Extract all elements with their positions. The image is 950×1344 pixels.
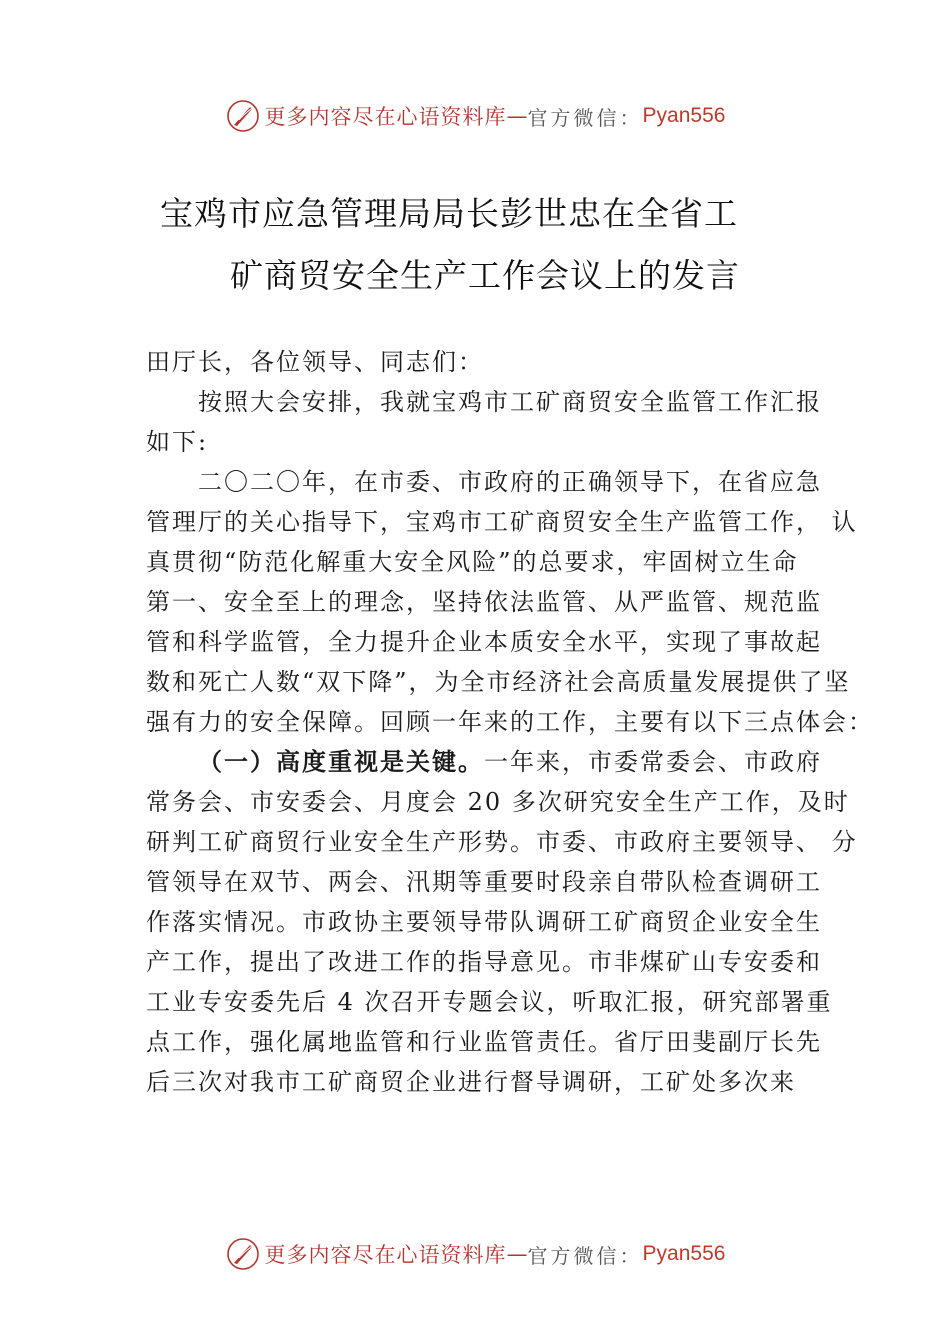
- banner-dash: —: [506, 104, 528, 128]
- wechat-id: Pyan556: [642, 1242, 726, 1265]
- banner-text: 更多内容尽在心语资料库: [264, 105, 507, 129]
- paragraph-line: 后三次对我市工矿商贸企业进行督导调研，工矿处多次来: [146, 1068, 796, 1096]
- intro-line: 按照大会安排，我就宝鸡市工矿商贸安全监管工作汇报: [198, 388, 822, 416]
- banner-dash: —: [506, 1242, 528, 1266]
- paragraph-line: 强有力的安全保障。回顾一年来的工作，主要有以下三点体会：: [146, 708, 874, 736]
- wechat-id: Pyan556: [642, 104, 726, 127]
- quill-logo-icon: [225, 1236, 261, 1272]
- quill-logo-icon: [225, 98, 261, 134]
- paragraph-line: 产工作，提出了改进工作的指导意见。市非煤矿山专安委和: [146, 948, 822, 976]
- section-heading: （一）高度重视是关键。: [198, 747, 484, 776]
- paragraph-line: 二〇二〇年，在市委、市政府的正确领导下，在省应急: [198, 468, 822, 496]
- footer-banner: [0, 1234, 950, 1274]
- paragraph-line: 数和死亡人数“双下降”，为全市经济社会高质量发展提供了坚: [146, 668, 851, 696]
- paragraph-line: 点工作，强化属地监管和行业监管责任。省厅田斐副厅长先: [146, 1028, 822, 1056]
- paragraph-line: 管和科学监管，全力提升企业本质安全水平，实现了事故起: [146, 628, 822, 656]
- header-banner: [0, 96, 950, 136]
- intro-line: 如下:: [146, 428, 209, 456]
- paragraph-line: 管理厅的关心指导下，宝鸡市工矿商贸安全生产监管工作， 认: [146, 508, 858, 536]
- paragraph-line: 第一、安全至上的理念，坚持依法监管、从严监管、规范监: [146, 588, 822, 616]
- paragraph-line: 管领导在双节、两会、汛期等重要时段亲自带队检查调研工: [146, 868, 822, 896]
- paragraph-line: 真贯彻“防范化解重大安全风险”的总要求，牢固树立生命: [146, 548, 799, 576]
- section-heading-line: [146, 742, 822, 782]
- paragraph-line: 工业专安委先后 4 次召开专题会议，听取汇报，研究部署重: [146, 988, 833, 1016]
- document-title-line1: 宝鸡市应急管理局局长彭世忠在全省工: [160, 194, 738, 233]
- wechat-label: 官方微信：: [527, 105, 643, 130]
- section-heading-rest: 一年来，市委常委会、市政府: [484, 748, 822, 776]
- paragraph-line: 作落实情况。市政协主要领导带队调研工矿商贸企业安全生: [146, 908, 822, 936]
- paragraph-line: 研判工矿商贸行业安全生产形势。市委、市政府主要领导、 分: [146, 828, 858, 856]
- document-body: [146, 342, 874, 1102]
- document-title-line2: 矿商贸安全生产工作会议上的发言: [230, 256, 740, 295]
- salutation: 田厅长，各位领导、同志们：: [146, 348, 484, 376]
- wechat-label: 官方微信：: [527, 1243, 643, 1268]
- banner-text: 更多内容尽在心语资料库: [264, 1243, 507, 1267]
- paragraph-line: 常务会、市安委会、月度会 20 多次研究安全生产工作，及时: [146, 788, 850, 816]
